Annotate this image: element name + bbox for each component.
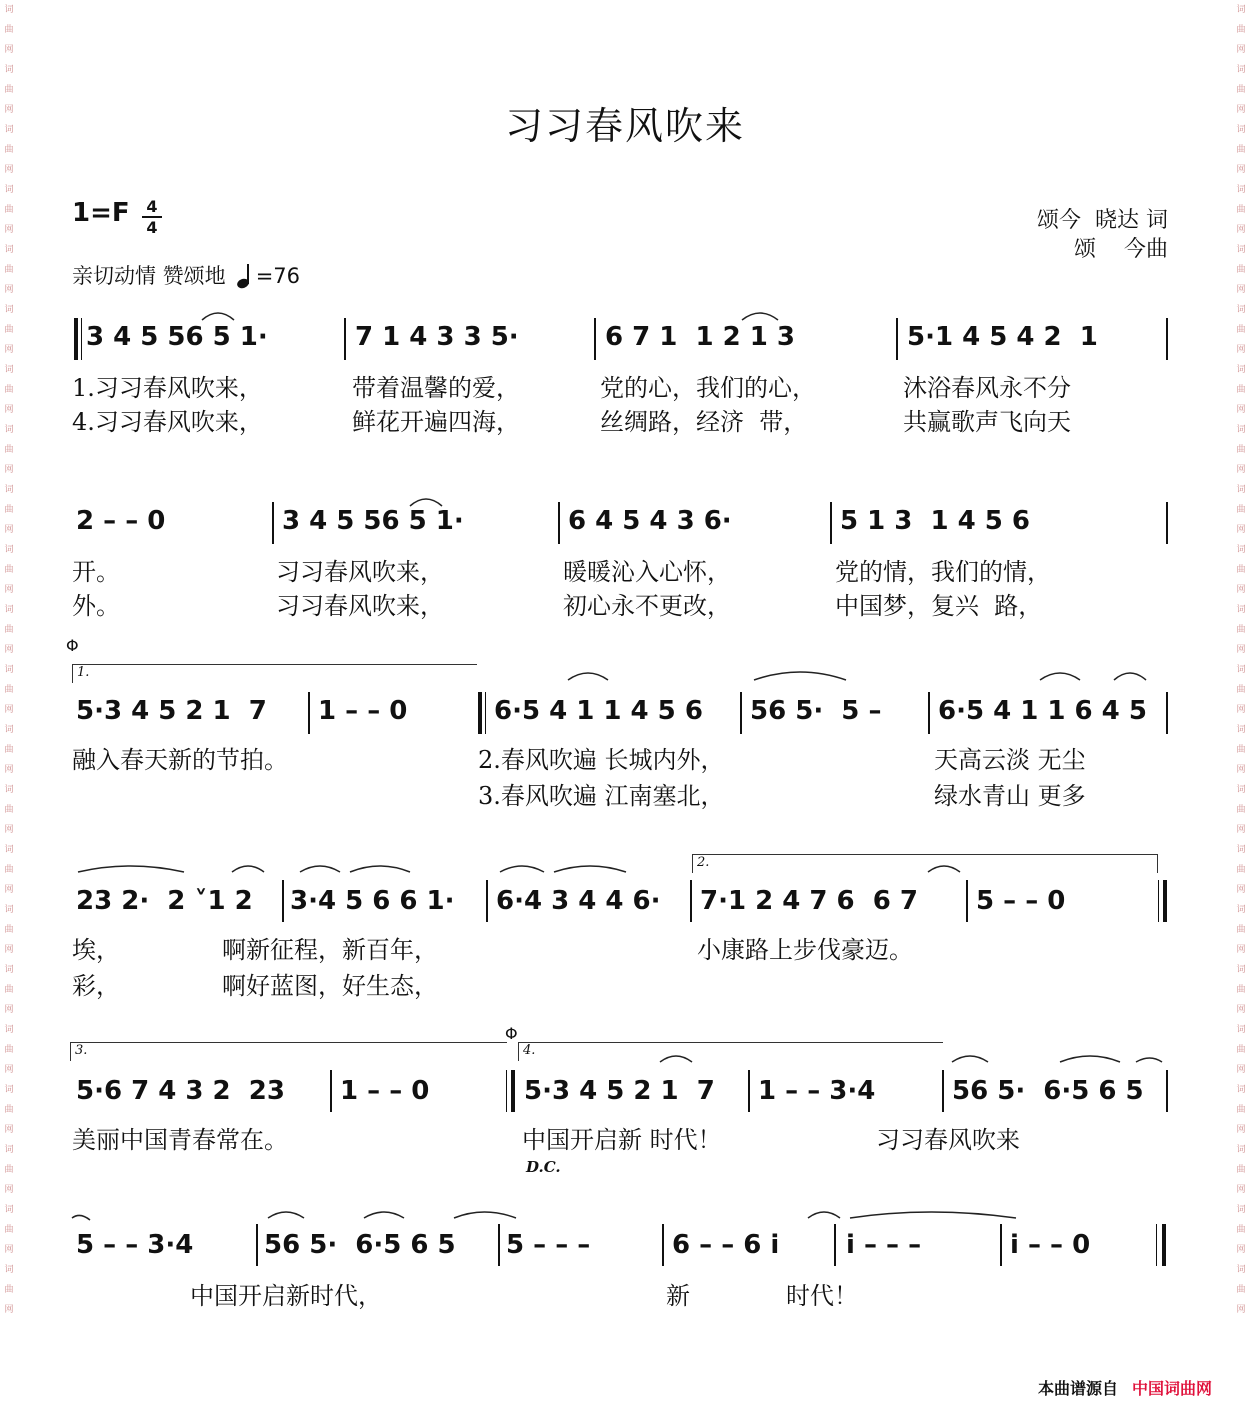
barline xyxy=(896,318,898,360)
lyric-phrase: 初心永不更改， xyxy=(563,592,731,620)
barline xyxy=(1166,1070,1168,1112)
barline xyxy=(485,692,486,734)
right-watermark-strip: 词曲网词曲网词曲网词曲网词曲网词曲网词曲网词曲网词曲网词曲网词曲网词曲网词曲网词曲网词曲网词曲网词曲网词曲网词曲网词曲网词曲网词曲网 xyxy=(1234,0,1248,1425)
barline xyxy=(942,1070,944,1112)
measure-notes: 1 – – 0 xyxy=(318,696,408,726)
lyric-phrase: 暖暖沁入心怀， xyxy=(563,558,731,586)
barline xyxy=(344,318,346,360)
repeat-start-barline xyxy=(74,318,78,360)
lyric-phrase: 外。 xyxy=(72,592,120,620)
lyric-phrase: 中国开启新 时代！ xyxy=(522,1126,722,1154)
volta-bracket-1 xyxy=(72,664,477,683)
barline xyxy=(748,1070,750,1112)
measure-notes: i – – 0 xyxy=(1010,1230,1091,1260)
measure-notes: 5 – – 3·4 xyxy=(76,1230,194,1260)
barline xyxy=(1166,502,1168,544)
barline xyxy=(834,1224,836,1266)
measure-notes: 56 5· 6·5 6 5 xyxy=(952,1076,1144,1106)
repeat-end-barline xyxy=(1163,880,1167,922)
barline xyxy=(506,1070,507,1112)
coda-sign: Φ xyxy=(66,636,79,655)
barline xyxy=(662,1224,664,1266)
lyric-line-verse1 xyxy=(72,368,263,403)
tempo-bpm: =76 xyxy=(255,264,301,288)
repeat-start-barline xyxy=(478,692,482,734)
lyric-phrase: 党的心，我们的心， xyxy=(600,374,816,402)
lyric-phrase: 带着温馨的爱， xyxy=(352,374,520,402)
lyric-phrase: 开。 xyxy=(72,558,120,586)
barline xyxy=(740,692,742,734)
barline xyxy=(1166,318,1168,360)
time-signature-top: 4 xyxy=(146,197,158,216)
quarter-note-icon xyxy=(236,266,256,288)
tempo-marking xyxy=(72,260,300,290)
measure-notes: i – – – xyxy=(846,1230,922,1260)
expression-text: 亲切动情 赞颂地 xyxy=(72,264,226,288)
repeat-end-barline xyxy=(511,1070,515,1112)
lyric-phrase: 沐浴春风永不分 xyxy=(903,374,1071,402)
volta-bracket-2 xyxy=(692,854,1158,873)
measure-notes: 6·5 4 1 1 4 5 6 xyxy=(494,696,703,726)
barline xyxy=(830,502,832,544)
lyric-phrase: 1.习习春风吹来， xyxy=(72,374,263,402)
lyric-phrase: 中国梦，复兴 路， xyxy=(835,592,1043,620)
lyric-phrase: 美丽中国青春常在。 xyxy=(72,1126,288,1154)
time-signature xyxy=(142,198,162,236)
lyric-phrase: 中国开启新时代， xyxy=(190,1282,382,1310)
lyric-phrase: 小康路上步伐豪迈。 xyxy=(697,936,913,964)
measure-notes: 6 4 5 4 3 6· xyxy=(568,506,732,536)
key-signature: 1=F xyxy=(72,198,130,228)
lyric-phrase: 时代！ xyxy=(786,1282,858,1310)
composer-credit: 颂 今曲 xyxy=(1074,237,1168,262)
barline xyxy=(966,880,968,922)
measure-notes: 3 4 5 56 5 1· xyxy=(86,322,268,352)
measure-notes: 56 5· 5 – xyxy=(750,696,882,726)
lyric-phrase: 彩， xyxy=(72,972,120,1000)
measure-notes: 3 4 5 56 5 1· xyxy=(282,506,464,536)
measure-notes: 5·6 7 4 3 2 23 xyxy=(76,1076,285,1106)
lyric-phrase: 习习春风吹来， xyxy=(276,558,444,586)
left-watermark-strip: 词曲网词曲网词曲网词曲网词曲网词曲网词曲网词曲网词曲网词曲网词曲网词曲网词曲网词曲网词曲网词曲网词曲网词曲网词曲网词曲网词曲网词曲网 xyxy=(2,0,16,1425)
measure-notes: 5 – – 0 xyxy=(976,886,1066,916)
lyric-phrase: 天高云淡 无尘 xyxy=(934,746,1086,774)
source-text: 本曲谱源自 xyxy=(1037,1379,1118,1398)
barline xyxy=(1158,880,1159,922)
barline xyxy=(486,880,488,922)
barline xyxy=(1000,1224,1002,1266)
measure-notes: 5·1 4 5 4 2 1 xyxy=(907,322,1098,352)
measure-notes: 5·3 4 5 2 1 7 xyxy=(524,1076,715,1106)
lyric-phrase: 3.春风吹遍 江南塞北， xyxy=(478,782,725,810)
measure-notes: 1 – – 3·4 xyxy=(758,1076,876,1106)
measure-notes: 7 1 4 3 3 5· xyxy=(355,322,519,352)
volta-label: 2. xyxy=(697,855,710,870)
measure-notes: 56 5· 6·5 6 5 xyxy=(264,1230,456,1260)
volta-bracket-3 xyxy=(70,1042,507,1061)
measure-notes: 23 2· 2 ˅1 2 xyxy=(76,886,253,916)
lyric-phrase: 绿水青山 更多 xyxy=(934,782,1086,810)
measure-notes: 1 – – 0 xyxy=(340,1076,430,1106)
lyric-phrase: 新 xyxy=(666,1282,690,1310)
barline xyxy=(690,880,692,922)
measure-notes: 5 1 3 1 4 5 6 xyxy=(840,506,1030,536)
lyric-phrase: 埃， xyxy=(72,936,120,964)
measure-notes: 6·5 4 1 1 6 4 5 xyxy=(938,696,1147,726)
barline xyxy=(1156,1224,1157,1266)
barline xyxy=(1166,692,1168,734)
measure-notes: 6 7 1 1 2 1 3 xyxy=(605,322,795,352)
barline xyxy=(272,502,274,544)
volta-label: 1. xyxy=(77,665,90,680)
lyric-phrase: 鲜花开遍四海， xyxy=(352,408,520,436)
lyric-phrase: 丝绸路，经济 带， xyxy=(600,408,808,436)
lyric-phrase: 啊新征程，新百年， xyxy=(222,936,438,964)
lyric-phrase: 习习春风吹来 xyxy=(876,1126,1020,1154)
lyric-phrase: 融入春天新的节拍。 xyxy=(72,746,288,774)
lyric-phrase: 4.习习春风吹来， xyxy=(72,408,263,436)
barline xyxy=(308,692,310,734)
volta-label: 4. xyxy=(523,1043,536,1058)
measure-notes: 5·3 4 5 2 1 7 xyxy=(76,696,267,726)
measure-notes: 7·1 2 4 7 6 6 7 xyxy=(700,886,918,916)
volta-bracket-4 xyxy=(518,1042,943,1061)
da-capo-marking: D.C. xyxy=(526,1158,561,1176)
measure-notes: 5 – – – xyxy=(506,1230,591,1260)
barline xyxy=(594,318,596,360)
coda-sign: Φ xyxy=(505,1024,518,1043)
barline xyxy=(928,692,930,734)
lyric-phrase: 党的情，我们的情， xyxy=(835,558,1051,586)
measure-notes: 3·4 5 6 6 1· xyxy=(290,886,455,916)
lyric-phrase: 2.春风吹遍 长城内外， xyxy=(478,746,725,774)
barline xyxy=(81,318,82,360)
lyricist-credit: 颂今 晓达 词 xyxy=(1037,208,1168,233)
barline xyxy=(330,1070,332,1112)
song-title: 习习春风吹来 xyxy=(504,104,745,148)
volta-label: 3. xyxy=(75,1043,88,1058)
time-signature-bottom: 4 xyxy=(146,218,158,237)
lyric-phrase: 啊好蓝图，好生态， xyxy=(222,972,438,1000)
final-barline xyxy=(1162,1224,1166,1266)
source-credit xyxy=(1038,1376,1212,1399)
measure-notes: 6·4 3 4 4 6· xyxy=(496,886,661,916)
barline xyxy=(558,502,560,544)
site-name-link[interactable]: 中国词曲网 xyxy=(1131,1379,1212,1398)
lyric-phrase: 习习春风吹来， xyxy=(276,592,444,620)
measure-notes: 2 – – 0 xyxy=(76,506,166,536)
measure-notes: 6 – – 6 i xyxy=(672,1230,780,1260)
lyric-phrase: 共赢歌声飞向天 xyxy=(903,408,1071,436)
barline xyxy=(256,1224,258,1266)
barline xyxy=(282,880,284,922)
barline xyxy=(498,1224,500,1266)
